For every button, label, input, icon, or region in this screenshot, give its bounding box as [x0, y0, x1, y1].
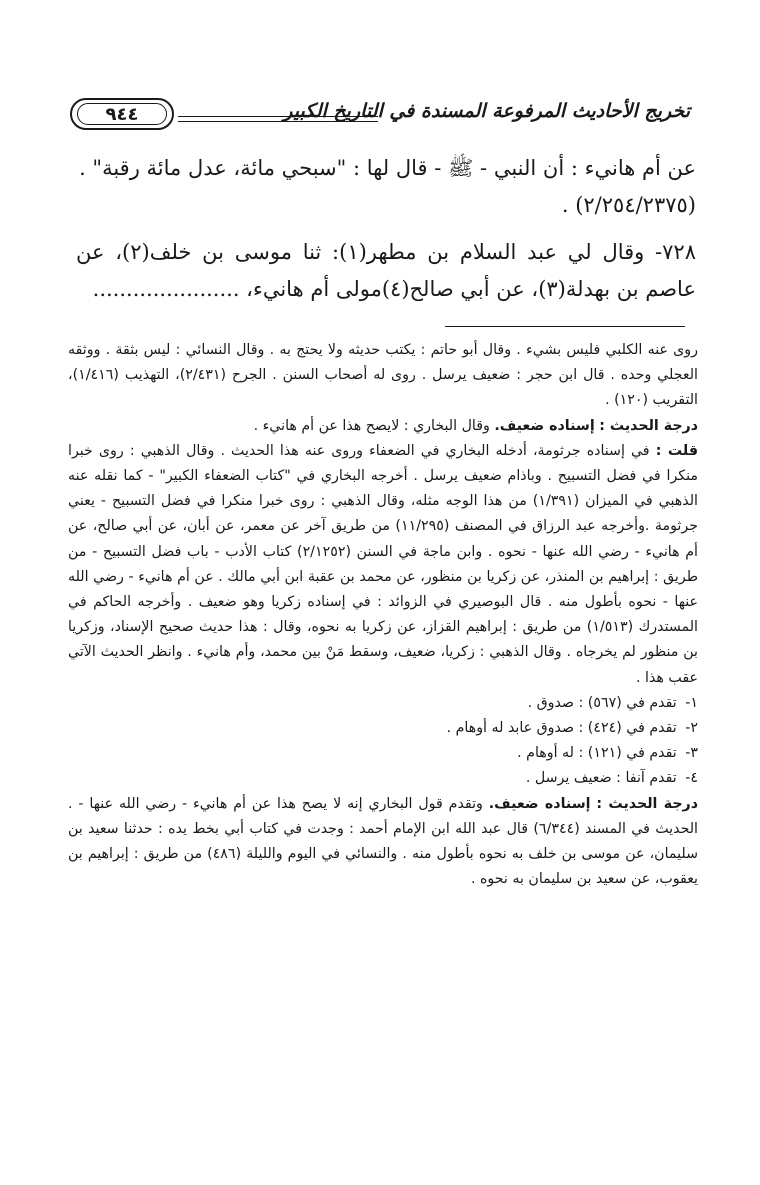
footnote-text: تقدم في (١٢١) : له أوهام .: [517, 745, 677, 762]
grade-label: درجة الحديث :: [599, 417, 698, 434]
hadith-727-reference: (٢/٢٥٤/٢٣٧٥) .: [561, 193, 696, 217]
footnote-item: [68, 741, 698, 766]
footnote-separator: [445, 326, 685, 327]
hadith-727-text: عن أم هانيء : أن النبي - ﷺ - قال لها : "سبحي مائة، عدل مائة رقبة" .: [79, 156, 696, 180]
footnotes: [68, 338, 698, 892]
narrator-footnotes: [68, 691, 698, 792]
footnote-continuation: روى عنه الكلبي فليس بشيء . وقال أبو حاتم : يكتب حديثه ولا يحتج به . وقال النسائي : ليس بثقة . ووثقه العجلي وحده . قال ابن حجر : ضعيف يرسل . روى له أصحاب السنن . الجرح (٢/٤٣١)، التهذيب (١/٤١٦)، التقريب (١٢٠) .: [68, 342, 698, 409]
hadith-reference: [76, 187, 696, 224]
footnote-number: ٣-: [685, 745, 698, 762]
footnote-number: ١-: [685, 694, 698, 711]
footnote-text: تقدم آنفا : ضعيف يرسل .: [525, 770, 677, 787]
comment-label: قلت :: [655, 442, 699, 459]
author-comment: [68, 439, 698, 691]
footnote-text: تقدم في (٤٢٤) : صدوق عابد له أوهام .: [446, 720, 677, 737]
footnote-item: [68, 691, 698, 716]
header-rule: [178, 116, 378, 122]
main-text: [76, 150, 696, 308]
footnote-item: [68, 766, 698, 791]
grade-verdict: إسناده ضعيف.: [488, 795, 591, 812]
grade-verdict: إسناده ضعيف.: [494, 417, 595, 434]
hadith-text: [76, 150, 696, 187]
grade-text: وتقدم قول البخاري إنه لا يصح هذا عن أم هانيء - رضي الله عنها - . الحديث في المسند (٦/٣٤٤) قال عبد الله ابن الإمام أحمد : وجدت في كتاب أبي بخط يده : حدثنا سعيد بن سليمان، عن موسى بن خلف به نحوه بأطول منه . والنسائي في اليوم والليلة (٤٨٦) من طريق : إبراهيم بن يعقوب، عن سعيد بن سليمان به نحوه .: [68, 795, 698, 888]
header-title: تخريج الأحاديث المرفوعة المسندة في التاريخ الكبير: [283, 100, 690, 122]
footnote-text: تقدم في (٥٦٧) : صدوق .: [527, 694, 677, 711]
hadith-728-text: ٧٢٨- وقال لي عبد السلام بن مطهر(١): ثنا موسى بن خلف(٢)، عن عاصم بن بهدلة(٣)، عن أبي صالح(٤)مولى أم هانيء، ......................: [76, 240, 696, 301]
grade-label: درجة الحديث :: [596, 795, 698, 812]
running-header: [70, 96, 690, 136]
hadith-728: [76, 234, 696, 308]
hadith-grade-727: [68, 414, 698, 439]
page-number: ٩٤٤: [77, 103, 167, 125]
page-number-badge: [70, 98, 174, 130]
footnote-item: [68, 716, 698, 741]
grade-text: وقال البخاري : لايصح هذا عن أم هانيء .: [253, 417, 490, 434]
footnote-number: ٤-: [685, 770, 698, 787]
hadith-grade-728: [68, 792, 698, 893]
comment-text: في إسناده جرثومة، أدخله البخاري في الضعفاء وروى عنه هذا الحديث . وقال الذهبي : روى خبرا منكرا في فضل التسبيح . وباذام ضعيف يرسل . أخرجه البخاري في "كتاب الضعفاء الكبير" - كما نقله عنه الذهبي في الميزان (١/٣٩١) من هذا الوجه مثله، وقال الذهبي : روى خبرا منكرا في فضل التسبيح - يعني جرثومة .وأخرجه عبد الرزاق في المصنف (١١/٢٩٥) من طريق آخر عن معمر، عن أبان، عن أبي صالح، عن أم هانيء - رضي الله عنها - نحوه . وابن ماجة في السنن (٢/١٢٥٢) كتاب الأدب - باب فضل التسبيح - من طريق : إبراهيم بن المنذر، عن زكريا بن منظور، عن محمد بن عقبة ابن أبي مالك . عن أم هانيء - رضي الله عنها - نحوه بأطول منه . قال البوصيري في الزوائد : في إسناده زكريا وهو ضعيف . وأخرجه الحاكم في المستدرك (١/٥١٣) من طريق : إبراهيم القزاز، عن زكريا به نحوه، وقال : هذا حديث صحيح الإسناد، وزكريا بن منظور لم يخرجاه . وقال الذهبي : زكريا، ضعيف، وسقط مَنْ بين محمد، وأم هانيء . وانظر الحديث الآتي عقب هذا .: [68, 442, 698, 686]
footnote-number: ٢-: [685, 720, 698, 737]
